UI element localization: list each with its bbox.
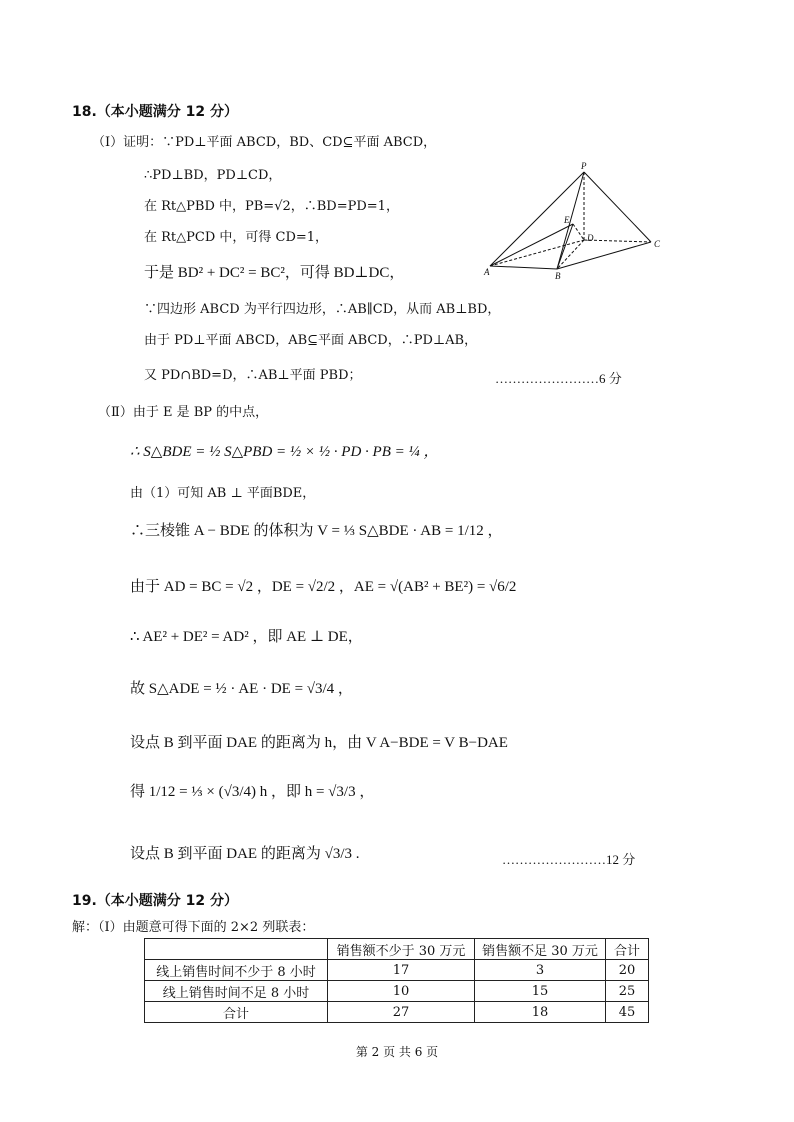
q18-part1-line: 于是 BD² + DC² = BC²，可得 BD⊥DC，: [144, 265, 405, 281]
table-row: [145, 960, 649, 981]
edge-PA: [490, 172, 584, 266]
table-header-cell: 合计: [606, 939, 649, 960]
table-header-cell: [145, 939, 328, 960]
pyramid-figure: [478, 160, 678, 285]
table-cell: 10: [328, 981, 475, 1002]
table-header-cell: 销售额不少于 30 万元: [328, 939, 475, 960]
q18-part1-line: 在 Rt△PCD 中，可得 CD=1，: [144, 230, 329, 245]
table-cell: 18: [475, 1002, 606, 1023]
q19-intro: 解：（Ⅰ）由题意可得下面的 2×2 列联表：: [72, 920, 315, 935]
q19-title: 19.（本小题满分 12 分）: [72, 893, 239, 909]
q18-part2-line: 设点 B 到平面 DAE 的距离为 h，由 V A−BDE = V B−DAE: [130, 735, 508, 751]
edge-AB: [490, 266, 557, 269]
table-cell: 3: [475, 960, 606, 981]
table-cell: 合计: [145, 1002, 328, 1023]
q18-part2-line: （Ⅱ）由于 E 是 BP 的中点，: [98, 405, 269, 420]
q18-score-6: ……………………6 分: [495, 371, 622, 386]
label-B: B: [555, 271, 561, 281]
table-cell: 线上销售时间不少于 8 小时: [145, 960, 328, 981]
q18-part1-line: ∴PD⊥BD，PD⊥CD，: [144, 168, 282, 183]
table-row: [145, 1002, 649, 1023]
q18-part1-line: （Ⅰ）证明：∵PD⊥平面 ABCD，BD、CD⊆平面 ABCD，: [92, 135, 437, 150]
q18-score-12: ……………………12 分: [502, 852, 636, 867]
q18-part1-line: 又 PD∩BD=D，∴AB⊥平面 PBD；: [144, 368, 362, 383]
contingency-table: [144, 938, 649, 1023]
table-header-cell: 销售额不足 30 万元: [475, 939, 606, 960]
q18-part2-line: ∴三棱锥 A − BDE 的体积为 V = ⅓ S△BDE · AB = 1/12 ，: [130, 523, 503, 539]
q18-part2-line: 由于 AD = BC = √2 ，DE = √2/2 ，AE = √(AB² + BE²) = √6/2: [130, 579, 517, 595]
label-A: A: [484, 267, 490, 277]
table-cell: 25: [606, 981, 649, 1002]
edge-DC-hidden: [584, 240, 651, 242]
q18-title: 18.（本小题满分 12 分）: [72, 104, 239, 120]
edge-PB: [557, 172, 584, 269]
label-P: P: [581, 161, 587, 171]
q18-part2-line: 得 1/12 = ⅓ × (√3/4) h ，即 h = √3/3 ，: [130, 784, 375, 800]
label-C: C: [654, 239, 661, 249]
table-cell: 45: [606, 1002, 649, 1023]
table-header-row: [145, 939, 649, 960]
table-cell: 线上销售时间不足 8 小时: [145, 981, 328, 1002]
page-footer: 第 2 页 共 6 页: [355, 1045, 439, 1059]
q18-part1-line: ∵四边形 ABCD 为平行四边形，∴AB∥CD，从而 AB⊥BD，: [144, 302, 501, 317]
label-D: D: [587, 233, 594, 243]
label-E: E: [564, 215, 570, 225]
edge-AD-hidden: [490, 240, 584, 266]
table-cell: 20: [606, 960, 649, 981]
q18-part2-line: 故 S△ADE = ½ · AE · DE = √3/4 ，: [130, 681, 353, 697]
table-cell: 15: [475, 981, 606, 1002]
q18-part2-line: 设点 B 到平面 DAE 的距离为 √3/3 .: [130, 846, 360, 862]
table-row: [145, 981, 649, 1002]
edge-ED-hidden: [573, 224, 584, 240]
edge-BC: [557, 242, 651, 269]
q18-part2-line: 由（1）可知 AB ⊥ 平面BDE，: [130, 486, 316, 501]
edge-PC: [584, 172, 651, 242]
table-cell: 17: [328, 960, 475, 981]
q18-part2-line: ∴ AE² + DE² = AD² ，即 AE ⊥ DE，: [130, 629, 363, 645]
q18-part2-line: ∴ S△BDE = ½ S△PBD = ½ × ½ · PD · PB = ¼ ，: [130, 444, 439, 460]
q18-part1-line: 在 Rt△PBD 中，PB=√2，∴BD=PD=1，: [144, 199, 399, 214]
q18-part1-line: 由于 PD⊥平面 ABCD，AB⊆平面 ABCD，∴PD⊥AB，: [144, 333, 478, 348]
table-cell: 27: [328, 1002, 475, 1023]
